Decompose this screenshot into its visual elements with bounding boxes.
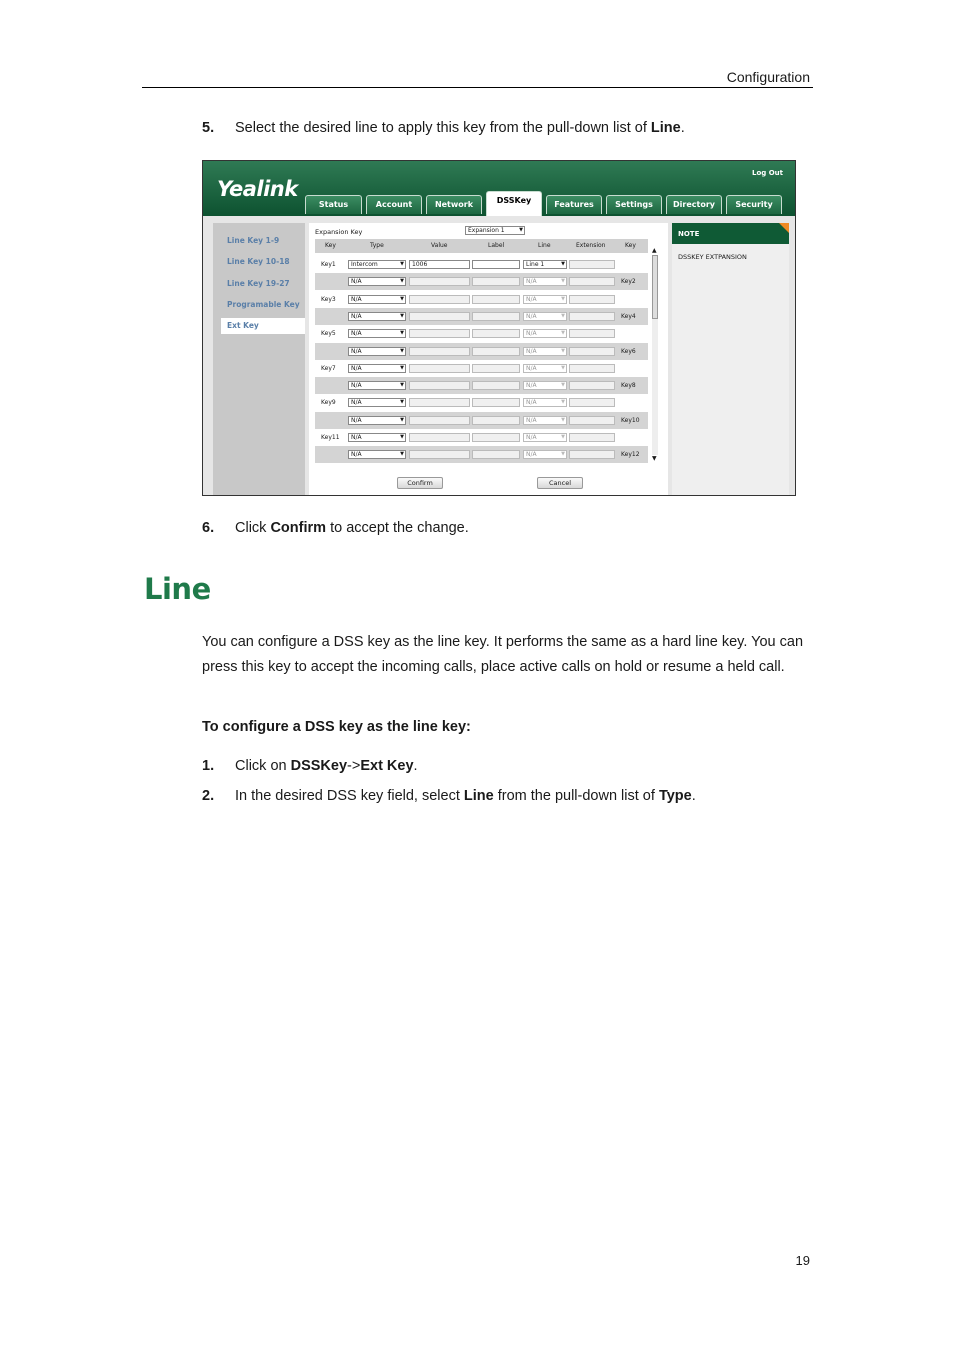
- line-select[interactable]: N/A ▼: [523, 433, 567, 442]
- table-row: [315, 360, 648, 377]
- value-input[interactable]: [409, 295, 470, 304]
- row-left-key: Key1: [321, 261, 336, 268]
- step-1: [202, 757, 418, 775]
- table-header: [315, 239, 648, 253]
- label-input[interactable]: [472, 347, 520, 356]
- step-emphasis: Ext Key: [360, 758, 414, 774]
- step-number: 5.: [202, 120, 215, 136]
- row-left-key: Key5: [321, 330, 336, 338]
- table-row: [315, 256, 648, 273]
- tab-settings[interactable]: Settings: [606, 195, 662, 214]
- tab-features[interactable]: Features: [546, 195, 602, 214]
- step-emphasis: Line: [650, 120, 681, 136]
- type-select[interactable]: Intercom ▼: [348, 260, 406, 269]
- dsskey-content: [309, 223, 668, 496]
- extension-input[interactable]: [569, 450, 615, 459]
- value-input[interactable]: [409, 329, 470, 338]
- tab-account[interactable]: Account: [366, 195, 422, 214]
- row-right-key: Key4: [621, 312, 636, 320]
- label-input[interactable]: [472, 329, 520, 338]
- extension-input[interactable]: [569, 329, 615, 338]
- expansion-key-label: Expansion Key: [315, 228, 363, 236]
- line-select[interactable]: N/A ▼: [523, 416, 567, 425]
- label-input[interactable]: [472, 364, 520, 373]
- value-input[interactable]: [409, 364, 470, 373]
- extension-input[interactable]: [569, 312, 615, 321]
- row-right-key: Key8: [621, 382, 636, 390]
- extension-input[interactable]: [569, 364, 615, 373]
- expansion-select[interactable]: Expansion 1 ▼: [465, 226, 525, 235]
- step-number: 2.: [202, 788, 215, 804]
- type-select[interactable]: N/A ▼: [348, 347, 406, 356]
- extension-input[interactable]: [569, 433, 615, 442]
- label-input[interactable]: [472, 277, 520, 286]
- type-select[interactable]: N/A ▼: [348, 364, 406, 373]
- step-5: [202, 119, 685, 137]
- label-input[interactable]: [472, 398, 520, 407]
- extension-input[interactable]: [569, 398, 615, 407]
- line-select[interactable]: N/A ▼: [523, 277, 567, 286]
- extension-input[interactable]: [569, 347, 615, 356]
- col-value: Value: [431, 242, 448, 249]
- step-text: Click on: [235, 758, 291, 774]
- step-text: .: [680, 120, 685, 136]
- type-select[interactable]: N/A ▼: [348, 277, 406, 286]
- step-number: 1.: [202, 758, 215, 774]
- note-text: DSSKEY EXTPANSION: [678, 253, 747, 261]
- nav-line-key-19-27[interactable]: Line Key 19-27: [227, 279, 290, 288]
- tab-status[interactable]: Status: [305, 195, 362, 214]
- extension-input[interactable]: [569, 260, 615, 269]
- step-text: to accept the change.: [326, 520, 469, 536]
- step-text: ->: [347, 758, 361, 774]
- type-select[interactable]: N/A ▼: [348, 329, 406, 338]
- scroll-thumb[interactable]: [652, 255, 658, 319]
- row-left-key: Key7: [321, 364, 336, 372]
- nav-ext-key[interactable]: Ext Key: [221, 318, 305, 334]
- step-emphasis: DSSKey: [290, 758, 348, 774]
- line-select[interactable]: N/A ▼: [523, 450, 567, 459]
- col-extension: Extension: [576, 242, 606, 249]
- col-type: Type: [370, 242, 384, 249]
- type-select[interactable]: N/A ▼: [348, 381, 406, 390]
- row-left-key: Key11: [321, 434, 340, 441]
- top-bar: [203, 161, 795, 216]
- label-input[interactable]: [472, 450, 520, 459]
- step-6: [202, 519, 469, 537]
- label-input[interactable]: [472, 260, 520, 269]
- table-row: [315, 446, 648, 463]
- step-text: Select the desired line to apply this key from the pull-down list of: [235, 120, 651, 136]
- step-text: In the desired DSS key field, select: [235, 788, 464, 804]
- nav-programable-key[interactable]: Programable Key: [227, 300, 300, 309]
- extension-input[interactable]: [569, 295, 615, 304]
- logout-link[interactable]: Log Out: [752, 169, 783, 177]
- running-header: Configuration: [726, 69, 810, 85]
- step-emphasis: Type: [658, 788, 692, 804]
- step-text: .: [691, 788, 696, 804]
- step-number: 6.: [202, 520, 215, 536]
- extension-input[interactable]: [569, 277, 615, 286]
- label-input[interactable]: [472, 295, 520, 304]
- row-left-key: Key9: [321, 399, 336, 407]
- tab-network[interactable]: Network: [426, 195, 482, 214]
- line-select[interactable]: N/A ▼: [523, 329, 567, 338]
- type-select[interactable]: N/A ▼: [348, 398, 406, 407]
- table-row: [315, 394, 648, 411]
- table-row: [315, 325, 648, 342]
- value-input[interactable]: [409, 433, 470, 442]
- page-number: 19: [795, 1253, 810, 1268]
- table-row: [315, 377, 648, 394]
- col-label: Label: [488, 242, 505, 249]
- row-right-key: Key12: [621, 451, 640, 459]
- row-right-key: Key6: [621, 347, 636, 355]
- value-input[interactable]: [409, 416, 470, 425]
- table-scrollbar[interactable]: [650, 247, 659, 463]
- side-navigation: [213, 223, 305, 496]
- value-input[interactable]: [409, 277, 470, 286]
- confirm-button[interactable]: Confirm: [397, 477, 443, 489]
- line-select[interactable]: N/A ▼: [523, 347, 567, 356]
- value-input[interactable]: 1006: [409, 260, 470, 269]
- label-input[interactable]: [472, 433, 520, 442]
- note-corner-icon: [779, 223, 789, 233]
- section-paragraph: You can configure a DSS key as the line key. It performs the same as a hard line key. You can press this key to accept the incoming calls, place active calls on hold or resume a held call.: [202, 634, 804, 675]
- line-select[interactable]: N/A ▼: [523, 398, 567, 407]
- row-left-key: Key3: [321, 295, 336, 303]
- label-input[interactable]: [472, 312, 520, 321]
- row-right-key: Key10: [621, 416, 640, 424]
- type-select[interactable]: N/A ▼: [348, 295, 406, 304]
- table-row: [315, 273, 648, 290]
- line-select[interactable]: N/A ▼: [523, 381, 567, 390]
- yealink-web-ui-screenshot: [202, 160, 796, 496]
- col-line: Line: [538, 242, 551, 249]
- line-select[interactable]: Line 1 ▼: [523, 260, 567, 269]
- col-key-right: Key: [625, 242, 636, 249]
- procedure-heading: To configure a DSS key as the line key:: [202, 719, 471, 735]
- type-select[interactable]: N/A ▼: [348, 312, 406, 321]
- scroll-up-icon[interactable]: ▲: [652, 247, 657, 254]
- step-text: from the pull-down list of: [493, 788, 659, 804]
- value-input[interactable]: [409, 450, 470, 459]
- note-title: NOTE: [672, 223, 789, 244]
- table-row: [315, 429, 648, 446]
- col-key: Key: [325, 242, 336, 249]
- note-panel: [672, 223, 789, 496]
- tab-security[interactable]: Security: [726, 195, 782, 214]
- extension-input[interactable]: [569, 381, 615, 390]
- scroll-down-icon[interactable]: ▼: [652, 455, 657, 462]
- value-input[interactable]: [409, 347, 470, 356]
- value-input[interactable]: [409, 398, 470, 407]
- type-select[interactable]: N/A ▼: [348, 450, 406, 459]
- label-input[interactable]: [472, 416, 520, 425]
- table-row: [315, 291, 648, 308]
- tab-directory[interactable]: Directory: [666, 195, 722, 214]
- value-input[interactable]: [409, 381, 470, 390]
- nav-line-key-10-18[interactable]: Line Key 10-18: [227, 257, 290, 266]
- extension-input[interactable]: [569, 416, 615, 425]
- step-2: [202, 787, 696, 805]
- table-row: [315, 343, 648, 360]
- table-row: [315, 308, 648, 325]
- nav-line-key-1-9[interactable]: Line Key 1-9: [227, 236, 280, 245]
- value-input[interactable]: [409, 312, 470, 321]
- step-text: .: [413, 758, 418, 774]
- label-input[interactable]: [472, 381, 520, 390]
- step-emphasis: Confirm: [270, 520, 327, 536]
- row-right-key: Key2: [621, 278, 636, 286]
- step-emphasis: Line: [463, 788, 494, 804]
- cancel-button[interactable]: Cancel: [537, 477, 583, 489]
- line-select[interactable]: N/A ▼: [523, 295, 567, 304]
- type-select[interactable]: N/A ▼: [348, 416, 406, 425]
- header-rule: [142, 87, 813, 88]
- line-select[interactable]: N/A ▼: [523, 312, 567, 321]
- step-text: Click: [235, 520, 271, 536]
- type-select[interactable]: N/A ▼: [348, 433, 406, 442]
- yealink-logo: Yealink: [217, 177, 298, 201]
- tab-dsskey[interactable]: DSSKey: [486, 191, 542, 216]
- section-title: Line: [144, 572, 211, 606]
- line-select[interactable]: N/A ▼: [523, 364, 567, 373]
- table-row: [315, 412, 648, 429]
